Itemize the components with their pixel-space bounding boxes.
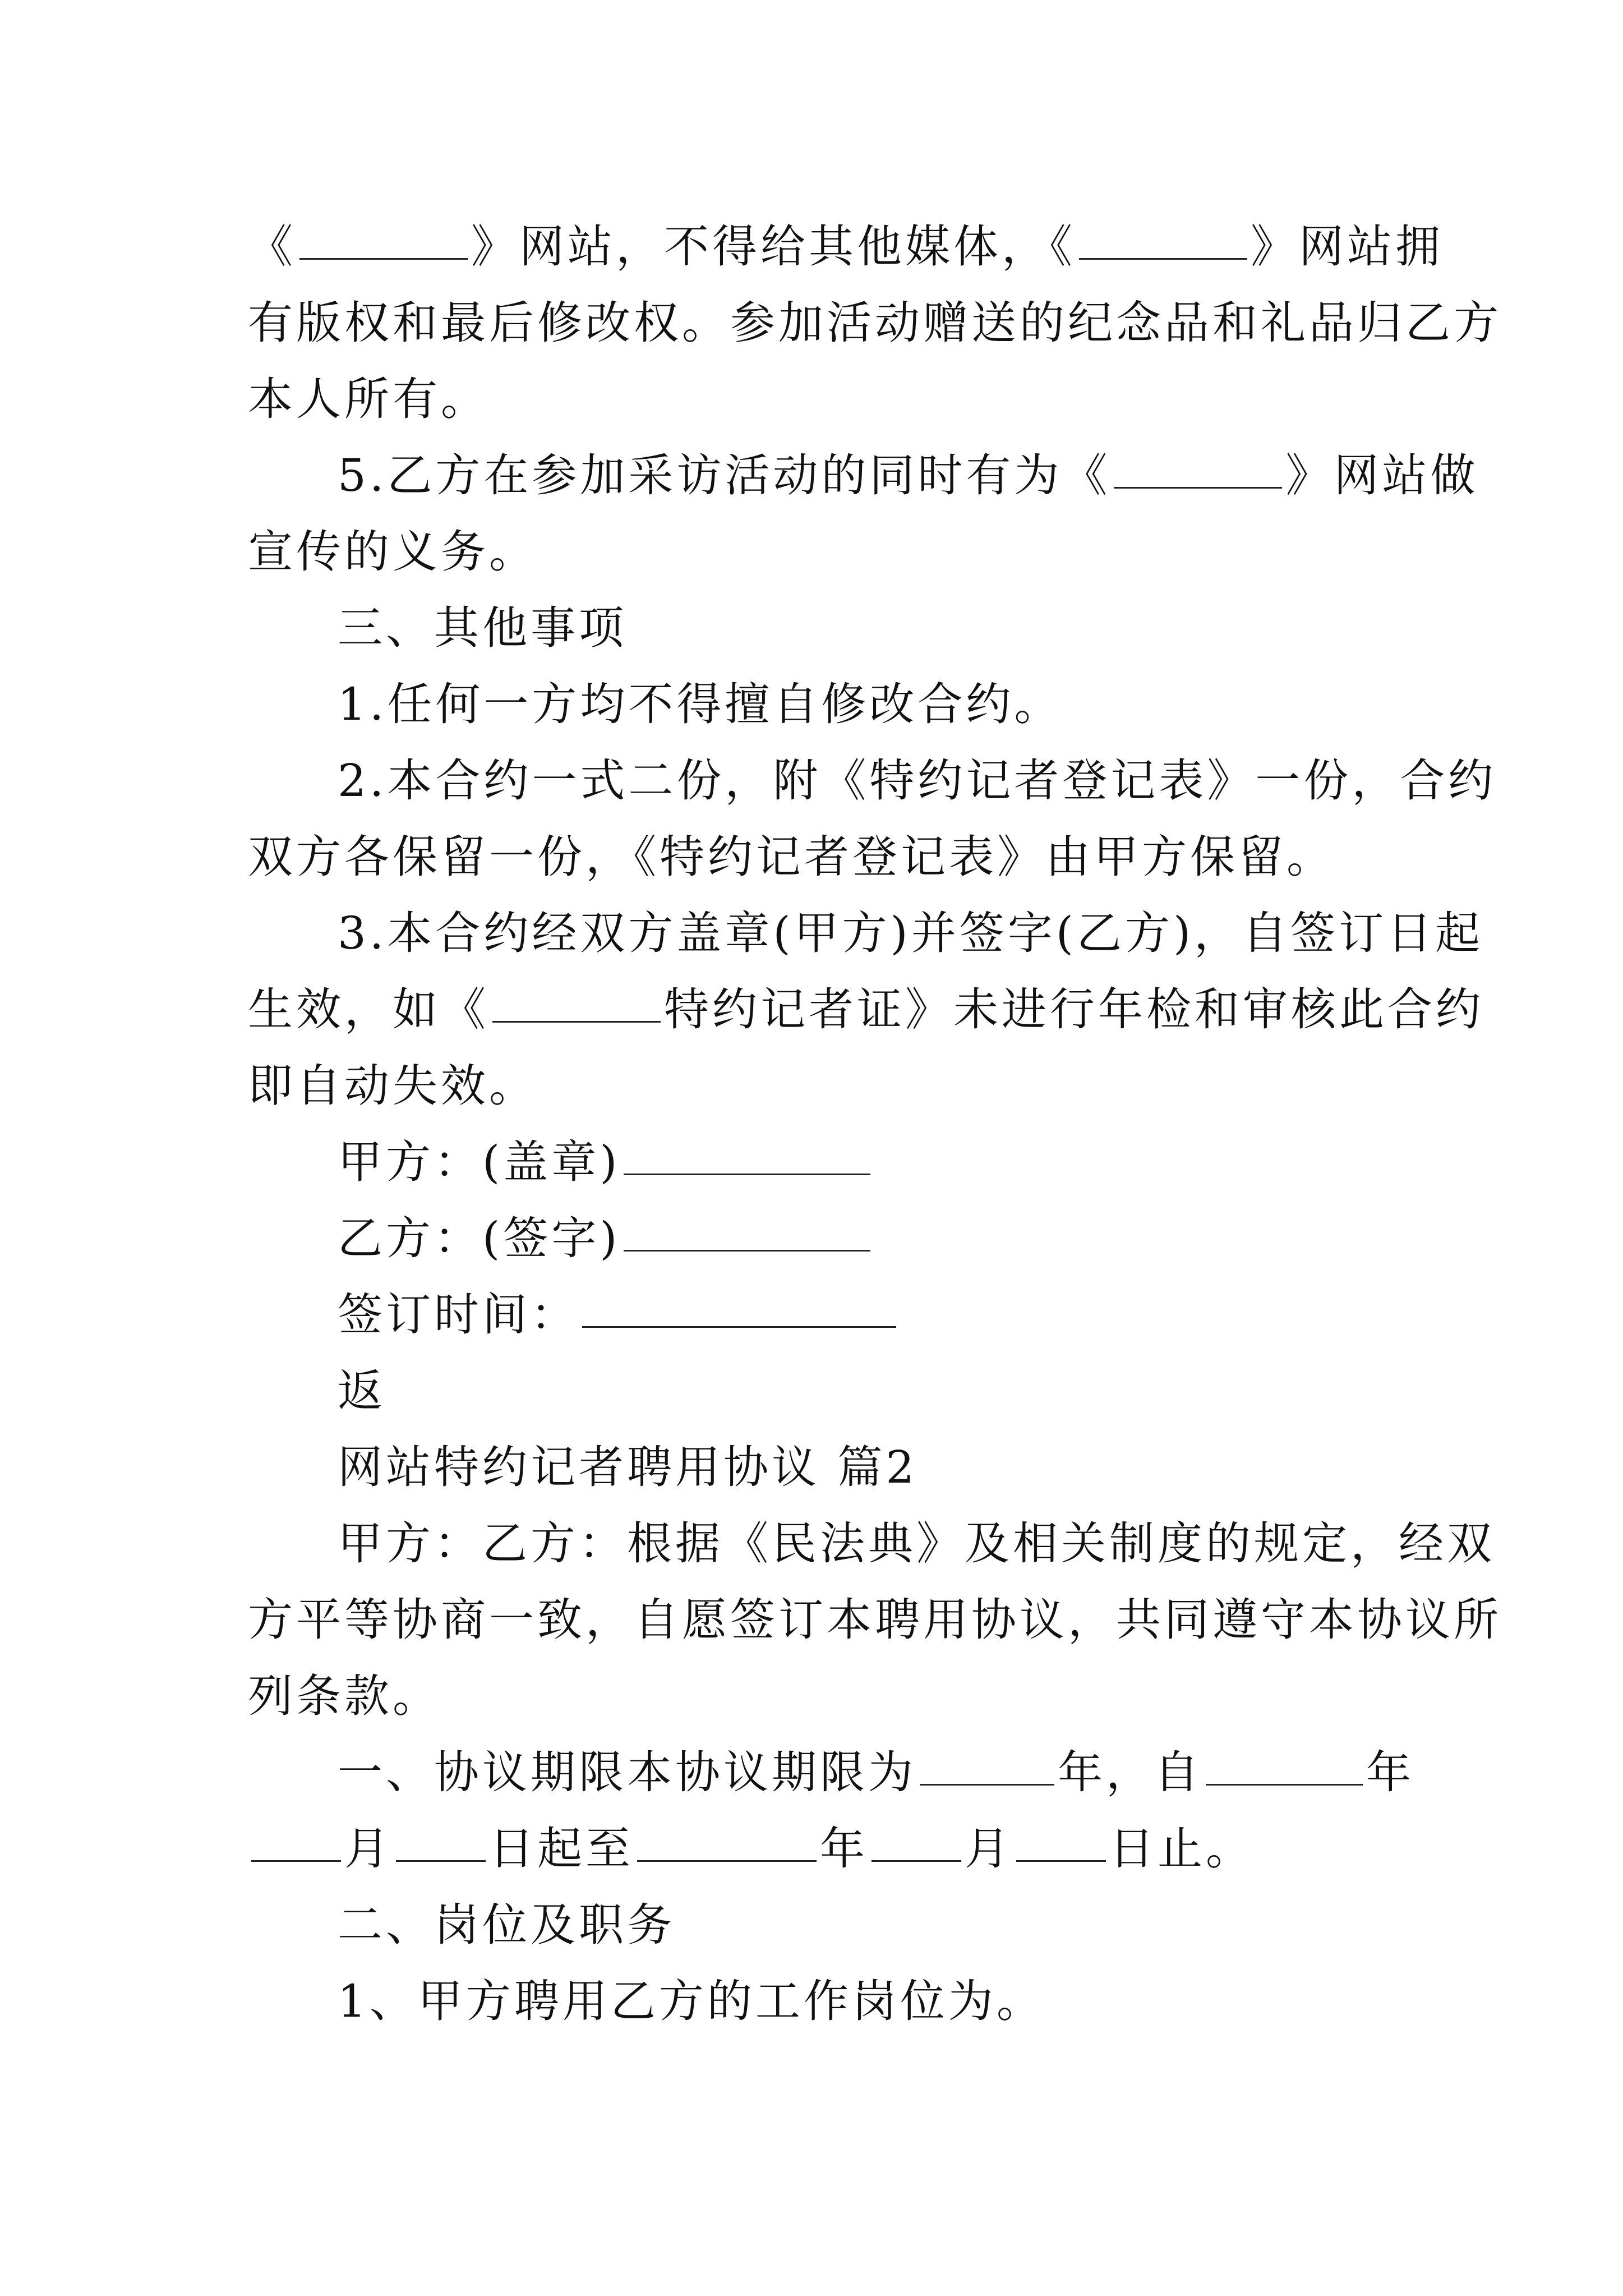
- blank-line: [251, 1821, 341, 1862]
- text-fragment: 双方各保留一份，《特约记者登记表》由甲方保留。: [248, 831, 1335, 883]
- text-fragment: 1、甲方聘用乙方的工作岗位为。: [338, 1975, 1045, 2027]
- text-fragment: 日起至: [489, 1823, 634, 1875]
- date-blank: [582, 1287, 896, 1328]
- blank-line: [396, 1821, 486, 1862]
- text-fragment: 》网站拥: [1251, 220, 1444, 273]
- blank-line: [1206, 1745, 1363, 1786]
- text-fragment: 列条款。: [248, 1670, 441, 1722]
- text-fragment: 三、其他事项: [338, 602, 627, 654]
- document-title: [248, 1429, 1375, 1506]
- paragraph-line: [248, 1811, 1375, 1887]
- section-heading: [248, 590, 1375, 666]
- text-fragment: 《: [248, 220, 296, 273]
- blank-line: [299, 219, 468, 260]
- paragraph-line: [248, 285, 1502, 361]
- paragraph-line: [248, 666, 1375, 743]
- paragraph-line: [248, 819, 1375, 895]
- section-heading: [248, 1887, 1375, 1963]
- text-fragment: 1.任何一方均不得擅自修改合约。: [338, 678, 1063, 730]
- blank-line: [920, 1745, 1054, 1786]
- text-fragment: 日止。: [1109, 1823, 1254, 1875]
- paragraph-line: [248, 1048, 1375, 1124]
- text-fragment: 即自动失效。: [248, 1060, 537, 1112]
- blank-line: [872, 1821, 961, 1862]
- text-fragment: 2.本合约一式二份，附《特约记者登记表》一份，合约: [338, 754, 1497, 807]
- paragraph-line: [248, 1734, 1414, 1811]
- text-fragment: 甲方：乙方：根据《民法典》及相关制度的规定，经双: [338, 1517, 1495, 1570]
- text-fragment: 特约记者证》未进行年检和审核此合约: [664, 983, 1484, 1036]
- paragraph-line: [248, 972, 1484, 1048]
- signature-line-party-a: [248, 1124, 1375, 1200]
- text-fragment: 方平等协商一致，自愿签订本聘用协议，共同遵守本协议所: [248, 1594, 1502, 1646]
- paragraph-line: [248, 361, 1375, 438]
- text-fragment: 年: [1366, 1746, 1414, 1798]
- text-fragment: 返: [338, 1365, 386, 1417]
- paragraph-line: [248, 1353, 1375, 1429]
- signature-blank: [624, 1134, 870, 1175]
- text-fragment: 》网站，不得给其他媒体，《: [471, 220, 1076, 273]
- text-fragment: 年，自: [1058, 1746, 1202, 1798]
- blank-line: [492, 982, 661, 1023]
- signing-date-line: [248, 1277, 1375, 1353]
- blank-line: [1079, 219, 1247, 260]
- text-fragment: 月: [344, 1823, 393, 1875]
- paragraph-line: [248, 895, 1484, 972]
- paragraph-line: [248, 1506, 1495, 1582]
- paragraph-line: [248, 209, 1444, 285]
- blank-line: [1016, 1821, 1106, 1862]
- text-fragment: 二、岗位及职务: [338, 1899, 675, 1951]
- text-fragment: 有版权和最后修改权。参加活动赠送的纪念品和礼品归乙方: [248, 297, 1502, 349]
- paragraph-line: [248, 1582, 1502, 1658]
- text-fragment: 签订时间：: [338, 1289, 579, 1341]
- paragraph-line: [248, 514, 1375, 590]
- signature-line-party-b: [248, 1200, 1375, 1277]
- text-fragment: 生效，如《: [248, 983, 489, 1036]
- text-fragment: 》网站做: [1285, 449, 1479, 501]
- text-fragment: 乙方：(签字): [338, 1212, 621, 1264]
- signature-blank: [624, 1211, 870, 1251]
- text-fragment: 甲方：(盖章): [338, 1136, 621, 1188]
- blank-line: [637, 1821, 817, 1862]
- contract-text: [248, 209, 1502, 2040]
- text-fragment: 年: [820, 1823, 868, 1875]
- paragraph-line: [248, 1963, 1375, 2040]
- text-fragment: 网站特约记者聘用协议 篇2: [338, 1441, 918, 1493]
- text-fragment: 月: [965, 1823, 1013, 1875]
- paragraph-line: [248, 438, 1479, 514]
- blank-line: [1114, 448, 1282, 489]
- text-fragment: 一、协议期限本协议期限为: [338, 1746, 916, 1798]
- text-fragment: 3.本合约经双方盖章(甲方)并签字(乙方)，自签订日起: [338, 907, 1484, 959]
- paragraph-line: [248, 1658, 1375, 1734]
- text-fragment: 本人所有。: [248, 373, 489, 425]
- text-fragment: 宣传的义务。: [248, 526, 537, 578]
- paragraph-line: [248, 743, 1497, 819]
- text-fragment: 5.乙方在参加采访活动的同时有为《: [338, 449, 1111, 501]
